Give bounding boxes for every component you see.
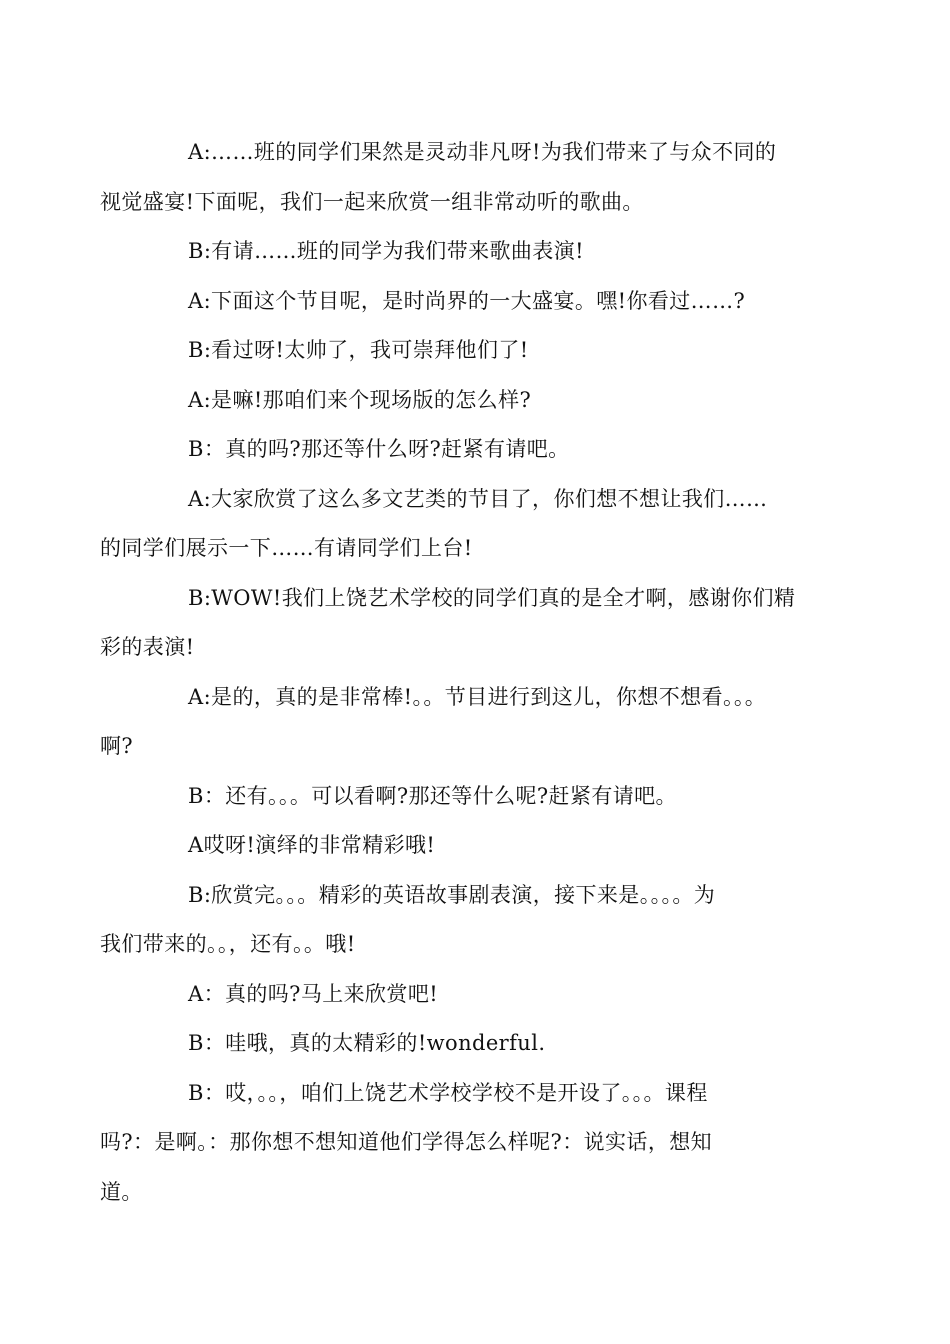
- dialogue-paragraph: [100, 128, 810, 227]
- dialogue-paragraph: [100, 1069, 810, 1218]
- text-line: B:欣赏完。。。精彩的英语故事剧表演，接下来是。。。。为: [188, 882, 716, 907]
- text-line: A:……班的同学们果然是灵动非凡呀!为我们带来了与众不同的: [188, 140, 777, 164]
- text-line: 彩的表演!: [100, 635, 195, 659]
- dialogue-paragraph: [100, 871, 810, 970]
- text-line: 视觉盛宴!下面呢，我们一起来欣赏一组非常动听的歌曲。: [100, 189, 644, 214]
- dialogue-paragraph: [144, 277, 810, 327]
- dialogue-paragraph: [100, 574, 810, 673]
- text-line: 道。: [100, 1179, 143, 1204]
- text-line: A哎呀!演绎的非常精彩哦!: [188, 833, 436, 857]
- text-line: B：还有。。。可以看啊?那还等什么呢?赶紧有请吧。: [188, 783, 677, 808]
- dialogue-paragraph: [144, 326, 810, 376]
- text-line: 的同学们展示一下……有请同学们上台!: [100, 536, 473, 560]
- text-line: A:是嘛!那咱们来个现场版的怎么样?: [188, 387, 532, 412]
- text-line: A:大家欣赏了这么多文艺类的节目了，你们想不想让我们……: [188, 486, 768, 511]
- dialogue-paragraph: [144, 376, 810, 426]
- text-line: B：哎，。。，咱们上饶艺术学校学校不是开设了。。。课程: [188, 1080, 708, 1105]
- text-line: 吗?：是啊。：那你想不想知道他们学得怎么样呢?：说实话，想知: [100, 1130, 713, 1154]
- text-line: A:下面这个节目呢，是时尚界的一大盛宴。嘿!你看过……?: [188, 288, 746, 313]
- dialogue-paragraph: [100, 673, 810, 772]
- text-line: B:有请……班的同学为我们带来歌曲表演!: [188, 239, 584, 263]
- text-line: B：哇哦，真的太精彩的!wonderful.: [188, 1031, 546, 1055]
- text-line: 我们带来的。。，还有。。哦!: [100, 932, 356, 956]
- text-line: B:WOW!我们上饶艺术学校的同学们真的是全才啊，感谢你们精: [188, 585, 796, 610]
- text-line: B：真的吗?那还等什么呀?赶紧有请吧。: [188, 437, 570, 461]
- text-line: B:看过呀!太帅了，我可崇拜他们了!: [188, 338, 529, 362]
- dialogue-paragraph: [144, 227, 810, 277]
- text-line: A:是的，真的是非常棒!。。节目进行到这儿，你想不想看。。。: [188, 684, 767, 709]
- text-line: A：真的吗?马上来欣赏吧!: [188, 981, 439, 1006]
- dialogue-paragraph: [144, 1019, 810, 1069]
- dialogue-paragraph: [144, 425, 810, 475]
- dialogue-paragraph: [100, 475, 810, 574]
- dialogue-paragraph: [144, 772, 810, 822]
- dialogue-paragraph: [144, 821, 810, 871]
- document-body: [100, 128, 810, 1217]
- dialogue-paragraph: [144, 970, 810, 1020]
- text-line: 啊?: [100, 734, 134, 758]
